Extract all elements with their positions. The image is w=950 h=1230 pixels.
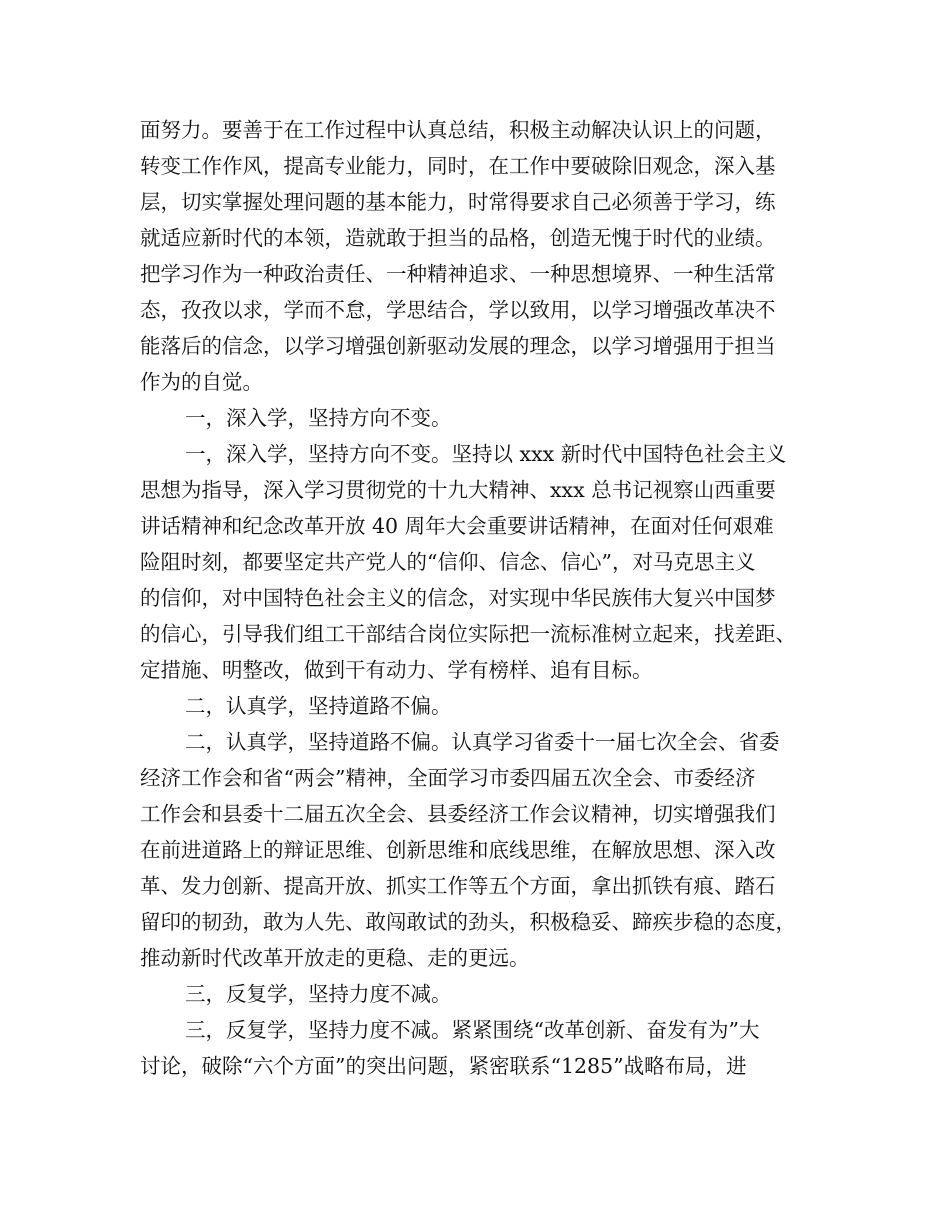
body-text-line: 一，深入学，坚持方向不变。坚持以 xxx 新时代中国特色社会主义 <box>185 442 787 466</box>
body-text-line: 定措施、明整改，做到干有动力、学有榜样、追有目标。 <box>140 658 653 682</box>
body-text-line: 能落后的信念，以学习增强创新驱动发展的理念，以学习增强用于担当 <box>140 334 776 358</box>
body-text-line: 就适应新时代的本领，造就敢于担当的品格，创造无愧于时代的业绩。 <box>140 226 776 250</box>
section-heading: 一，深入学，坚持方向不变。 <box>185 406 452 430</box>
body-text-line: 讲话精神和纪念改革开放 40 周年大会重要讲话精神，在面对任何艰难 <box>140 514 774 538</box>
section-heading: 三，反复学，坚持力度不减。 <box>185 982 452 1006</box>
body-text-line: 思想为指导，深入学习贯彻党的十九大精神、xxx 总书记视察山西重要 <box>140 478 776 502</box>
body-text-line: 态，孜孜以求，学而不怠，学思结合，学以致用，以学习增强改革决不 <box>140 298 776 322</box>
body-text-line: 革、发力创新、提高开放、抓实工作等五个方面，拿出抓铁有痕、踏石 <box>140 874 776 898</box>
body-text-line: 三，反复学，坚持力度不减。紧紧围绕“改革创新、奋发有为”大 <box>185 1018 760 1042</box>
body-text-line: 层，切实掌握处理问题的基本能力，时常得要求自己必须善于学习，练 <box>140 190 776 214</box>
body-text-line: 的信仰，对中国特色社会主义的信念，对实现中华民族伟大复兴中国梦 <box>140 586 776 610</box>
body-text-line: 在前进道路上的辩证思维、创新思维和底线思维，在解放思想、深入改 <box>140 838 776 862</box>
body-text-line: 转变工作作风，提高专业能力，同时，在工作中要破除旧观念，深入基 <box>140 154 776 178</box>
body-text-line: 推动新时代改革开放走的更稳、走的更远。 <box>140 946 530 970</box>
body-text-line: 险阻时刻，都要坚定共产党人的“信仰、信念、信心”，对马克思主义 <box>140 550 756 574</box>
body-text-line: 作为的自觉。 <box>140 370 263 394</box>
section-heading: 二，认真学，坚持道路不偏。 <box>185 694 452 718</box>
body-text-line: 面努力。要善于在工作过程中认真总结，积极主动解决认识上的问题， <box>140 118 776 142</box>
body-text-line: 工作会和县委十二届五次全会、县委经济工作会议精神，切实增强我们 <box>140 802 776 826</box>
body-text-line: 留印的韧劲，敢为人先、敢闯敢试的劲头，积极稳妥、蹄疾步稳的态度， <box>140 910 796 934</box>
body-text-line: 的信心，引导我们组工干部结合岗位实际把一流标准树立起来，找差距、 <box>140 622 796 646</box>
body-text-line: 经济工作会和省“两会”精神，全面学习市委四届五次全会、市委经济 <box>140 766 756 790</box>
body-text-line: 讨论，破除“六个方面”的突出问题，紧密联系“1285”战略布局，进 <box>140 1054 747 1078</box>
body-text-line: 把学习作为一种政治责任、一种精神追求、一种思想境界、一种生活常 <box>140 262 776 286</box>
body-text-line: 二，认真学，坚持道路不偏。认真学习省委十一届七次全会、省委 <box>185 730 780 754</box>
